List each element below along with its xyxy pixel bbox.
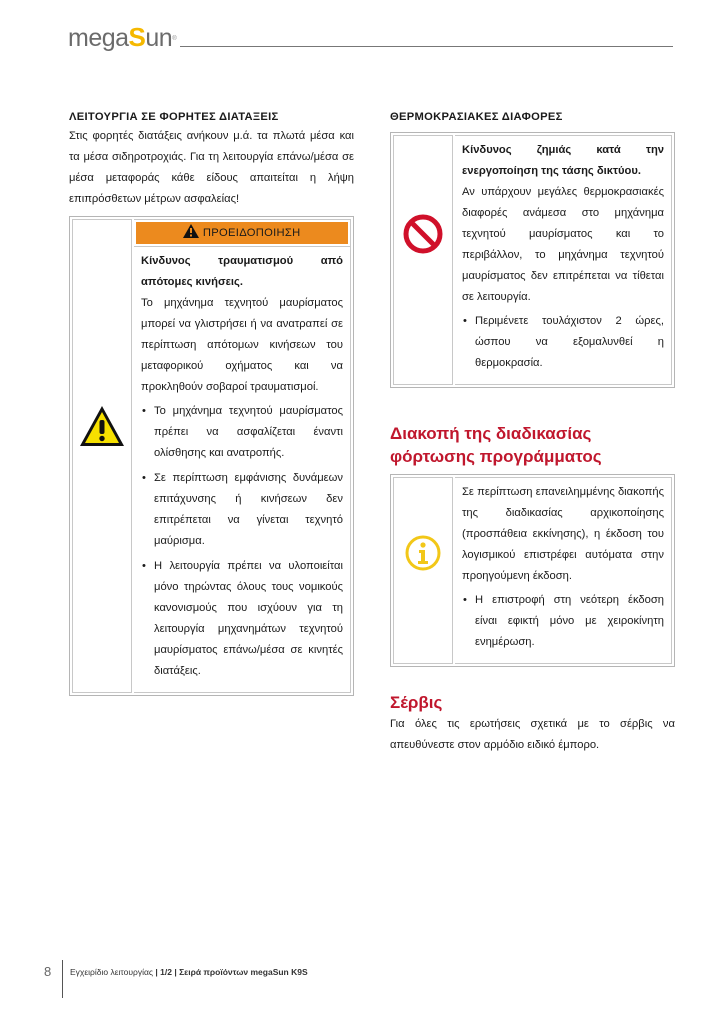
temperature-heading: Κίνδυνος ζημιάς κατά την ενεργοποίηση της τάσης δικτύου.	[462, 144, 664, 177]
megasun-logo	[68, 22, 176, 53]
prohibition-icon	[403, 214, 443, 254]
logo-text-mega: mega	[68, 24, 129, 52]
temperature-content	[455, 135, 672, 385]
warning-icon-cell	[72, 219, 132, 693]
list-item: • Περιμένετε τουλάχιστον 2 ώρες, ώσπου να εξομαλυνθεί η θερμοκρασία.	[462, 311, 664, 374]
list-item: • Η λειτουργία πρέπει να υλοποιείται μόνο τηρώντας όλους τους νομικούς κανονισμούς που ισχύουν για τη λειτουργία μηχανημάτων τεχνητού μαυρίσματος επάνω/μέσα σε κινητές διατάξεις.	[141, 556, 343, 682]
info-bullets	[462, 590, 664, 653]
warning-triangle-icon	[78, 404, 126, 448]
info-content	[455, 477, 672, 664]
footer-separator: |	[153, 967, 161, 977]
warning-banner-label: ΠΡΟΕΙΔΟΠΟΙΗΣΗ	[202, 227, 301, 239]
info-body: Σε περίπτωση επανειλημμένης διακοπής της διαδικασίας αρχικοποίησης (προσπάθεια εκκίνησης), η έκδοση του λογισμικού επιστρέφει αυτόματα στην προηγούμενη έκδοση.	[462, 486, 664, 582]
info-icon-cell	[393, 477, 453, 664]
section-title-portable: ΛΕΙΤΟΥΡΓΙΑ ΣΕ ΦΟΡΗΤΕΣ ΔΙΑΤΑΞΕΙΣ	[69, 111, 279, 123]
temperature-box	[390, 132, 675, 388]
warning-bullets	[141, 401, 343, 682]
footer-separator: |	[171, 967, 180, 977]
service-body: Για όλες τις ερωτήσεις σχετικά με το σέρβις να απευθύνεστε στον αρμόδιο ειδικό έμπορο.	[390, 718, 675, 751]
list-item: • Η επιστροφή στη νεότερη έκδοση είναι εφικτή μόνο με χειροκίνητη ενημέρωση.	[462, 590, 664, 653]
list-item: • Το μηχάνημα τεχνητού μαυρίσματος πρέπει να ασφαλίζεται έναντι ολίσθησης και ανατροπής.	[141, 401, 343, 464]
header-rule	[180, 46, 673, 47]
registered-mark: ®	[172, 36, 177, 42]
prohibition-icon-cell	[393, 135, 453, 385]
warning-small-icon	[183, 224, 199, 238]
info-box	[390, 474, 675, 667]
warning-box	[69, 216, 354, 696]
section-title-temperature: ΘΕΡΜΟΚΡΑΣΙΑΚΕΣ ΔΙΑΦΟΡΕΣ	[390, 111, 563, 123]
warning-heading: Κίνδυνος τραυματισμού από απότομες κινήσεις.	[141, 255, 343, 288]
temperature-body: Αν υπάρχουν μεγάλες θερμοκρασιακές διαφορές ανάμεσα στο μηχάνημα τεχνητού μαυρίσματος και το περιβάλλον, το μηχάνημα τεχνητού μαυρίσματος δεν επιτρέπεται να τίθεται σε λειτουργία.	[462, 186, 664, 303]
right-column	[390, 108, 675, 756]
temperature-bullets	[462, 311, 664, 374]
page-number: 8	[44, 964, 52, 979]
portable-intro: Στις φορητές διατάξεις ανήκουν μ.ά. τα πλωτά μέσα και τα μέσα σιδηροτροχιάς. Για τη λειτουργία επάνω/μέσα σε μέσα μεταφοράς κάθε είδους απαιτείται η λήψη επιπρόσθετων μέτρων ασφαλείας!	[69, 130, 354, 205]
warning-body: Το μηχάνημα τεχνητού μαυρίσματος μπορεί να γλιστρήσει ή να ανατραπεί σε περίπτωση απότομων κινήσεων του μεταφορικού οχήματος και να προκληθούν σοβαροί τραυματισμοί.	[141, 297, 343, 393]
warning-banner	[136, 222, 348, 244]
footer-divider	[62, 960, 63, 998]
section-title-abort: Διακοπή της διαδικασίας φόρτωσης προγράμματος	[390, 424, 602, 466]
logo-text-un: un	[145, 24, 173, 52]
section-title-service: Σέρβις	[390, 693, 443, 712]
logo-text-s: S	[128, 22, 146, 52]
footer-version: 1/2	[160, 967, 172, 977]
footer-product: Σειρά προϊόντων megaSun K9S	[179, 967, 308, 977]
left-column	[69, 108, 354, 696]
warning-content	[134, 219, 351, 693]
list-item: • Σε περίπτωση εμφάνισης δυνάμεων επιτάχυνσης ή κινήσεων δεν επιτρέπεται να γίνεται τεχνητό μαύρισμα.	[141, 468, 343, 552]
footer-doc-title: Εγχειρίδιο λειτουργίας	[70, 967, 154, 977]
info-icon	[404, 534, 442, 572]
footer-text	[70, 967, 308, 977]
